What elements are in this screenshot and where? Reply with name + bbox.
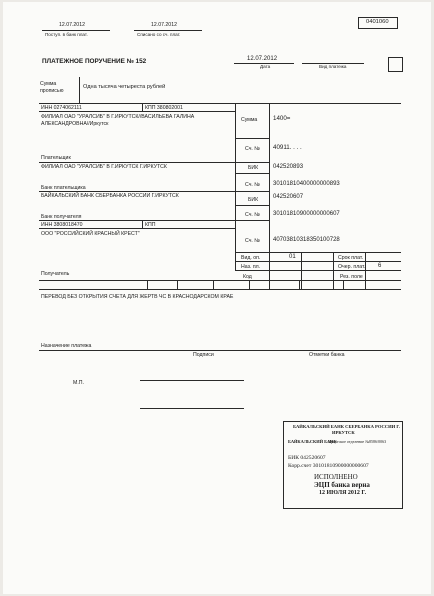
recipient-inn-line: [39, 228, 235, 229]
recipient-corr-label: Сч. №: [245, 212, 260, 218]
signature-line-2: [140, 408, 244, 409]
stamp-bank-line-1: БАЙКАЛЬСКИЙ БАНК СБЕРБАНКА РОССИИ Г.: [293, 424, 400, 429]
stamp-date: 12 ИЮЛЯ 2012 Г.: [319, 490, 367, 496]
payer-bik-line: [235, 173, 269, 174]
stamp-place-label: М.П.: [73, 380, 84, 386]
recipient-bik: 042520607: [273, 194, 304, 200]
signatures-label: Подписи: [193, 352, 214, 358]
payer-label: Плательщик: [41, 155, 71, 161]
due-label: Срок плат.: [338, 255, 364, 261]
debited-label: Списано со сч. плат.: [137, 32, 181, 37]
stamp-status: ИСПОЛНЕНО: [314, 473, 358, 481]
stamp-ecp: ЭЦП банка верна: [314, 481, 370, 489]
tax-field-divider-1: [147, 280, 148, 289]
form-top-line: [39, 103, 401, 104]
op-col-divider-3: [365, 252, 366, 289]
recipient-corr-account: 30101810900000000607: [273, 211, 340, 217]
op-row-line-1: [235, 261, 401, 262]
stamp-corr-account: Корр.счет 30101810900000000607: [288, 463, 369, 469]
op-col-divider-1: [301, 252, 302, 289]
payer-bank: ФИЛИАЛ ОАО "УРАЛСИБ" В Г.ИРКУТСК Г.ИРКУТСК: [41, 164, 167, 170]
payer-name-1: ФИЛИАЛ ОАО "УРАЛСИБ" В Г.ИРКУТСК//ВАСИЛЬЕВА ГАЛИНА: [41, 114, 195, 120]
tax-field-divider-3: [213, 280, 214, 289]
bank-marks-label: Отметки банка: [309, 352, 345, 358]
received-label: Поступ. в банк плат.: [45, 32, 88, 37]
payer-status-box: [388, 57, 403, 72]
op-block-top-line: [235, 252, 401, 253]
inn-row-line: [39, 111, 235, 112]
code-label: Код: [243, 274, 252, 280]
payment-order-sheet: [3, 2, 431, 594]
recipient-bank-label: Банк получателя: [41, 214, 82, 220]
payer-corr-account: 30101810400000000893: [273, 181, 340, 187]
op-type-label: Вид. оп.: [241, 255, 261, 261]
date-label: Дата: [260, 64, 271, 69]
col-divider-1: [235, 103, 236, 270]
document-date: 12.07.2012: [247, 56, 278, 62]
payer-bik: 042520893: [273, 164, 304, 170]
payer-account: 40911. . . .: [273, 144, 302, 151]
payer-name-2: АЛЕКСАНДРОВНА//Иркутск: [41, 121, 109, 127]
stamp-branch: Иркутское отделение №8586/0063: [328, 439, 387, 444]
purpose-bottom-line: [39, 350, 401, 351]
recipient-label: Получатель: [41, 271, 70, 277]
recipient-bik-label: БИК: [248, 197, 259, 203]
form-code: 0401060: [366, 19, 389, 25]
debited-date: 12.07.2012: [151, 22, 177, 28]
recipient-bank: БАЙКАЛЬСКИЙ БАНК СБЕРБАНКА РОССИИ Г.ИРКУТСК: [41, 193, 179, 199]
recipient-name: ООО "РОССИЙСКИЙ КРАСНЫЙ КРЕСТ": [41, 231, 140, 237]
debited-line: [134, 30, 202, 31]
purpose-code-label: Наз. пл.: [241, 264, 261, 270]
payer-kpp: КПП 380802001: [145, 105, 183, 111]
order-value: 6: [378, 263, 382, 269]
payer-corr-label: Сч. №: [245, 182, 260, 188]
order-label: Очер. плат.: [338, 264, 366, 270]
payer-bank-label: Банк плательщика: [41, 185, 86, 191]
amount-in-words: Одна тысяча четыреста рублей: [83, 84, 166, 90]
op-col-divider-2: [333, 252, 334, 289]
payer-bottom-line: [39, 162, 269, 163]
op-row-line-2: [235, 270, 401, 271]
recipient-bank-bottom-line: [39, 220, 269, 221]
amount-value: 1400=: [273, 115, 291, 122]
received-date: 12.07.2012: [59, 22, 85, 28]
tax-field-divider-2: [177, 280, 178, 289]
tax-field-divider-4: [249, 280, 250, 289]
purpose-label: Назначение платежа: [41, 343, 92, 349]
tax-field-divider-6: [343, 280, 344, 289]
stamp-bik: БИК 042520607: [288, 455, 326, 461]
tax-row-bottom-line: [39, 289, 401, 290]
payer-bik-label: БИК: [248, 165, 259, 171]
amount-words-label: Сумма: [40, 81, 57, 87]
payer-inn: ИНН 0274062111: [41, 105, 82, 111]
recipient-inn-divider: [142, 220, 143, 228]
recipient-inn: ИНН 3808018470: [41, 222, 83, 228]
signature-line-1: [140, 380, 244, 381]
amount-label: Сумма: [241, 117, 258, 123]
payer-account-label: Сч. №: [245, 146, 260, 152]
payer-bank-bottom-line: [39, 191, 269, 192]
op-type-value: 01: [289, 254, 296, 260]
payment-purpose: ПЕРЕВОД БЕЗ ОТКРЫТИЯ СЧЕТА ДЛЯ ЖЕРТВ ЧС В КРАСНОДАРСКОМ КРАЕ: [41, 294, 234, 300]
tax-field-divider-5: [299, 280, 300, 289]
received-line: [42, 30, 110, 31]
payment-type-label: Вид платежа: [319, 64, 347, 69]
recipient-kpp: КПП: [145, 222, 156, 228]
amount-words-label-2: прописью: [40, 88, 64, 94]
amount-bottom-line: [235, 138, 269, 139]
reserved-label: Рез. поле: [340, 274, 363, 280]
recipient-account: 40703810318350100728: [273, 237, 340, 243]
stamp-bank-line-2: ИРКУТСК: [332, 430, 355, 435]
form-mid-line: [39, 280, 401, 281]
recipient-bik-line: [235, 205, 269, 206]
amount-words-divider: [79, 77, 80, 103]
stamp-bank-line-3: БАЙКАЛЬСКИЙ БАНК: [288, 439, 337, 444]
document-title: ПЛАТЕЖНОЕ ПОРУЧЕНИЕ № 152: [42, 58, 147, 65]
recipient-account-label: Сч. №: [245, 238, 260, 244]
